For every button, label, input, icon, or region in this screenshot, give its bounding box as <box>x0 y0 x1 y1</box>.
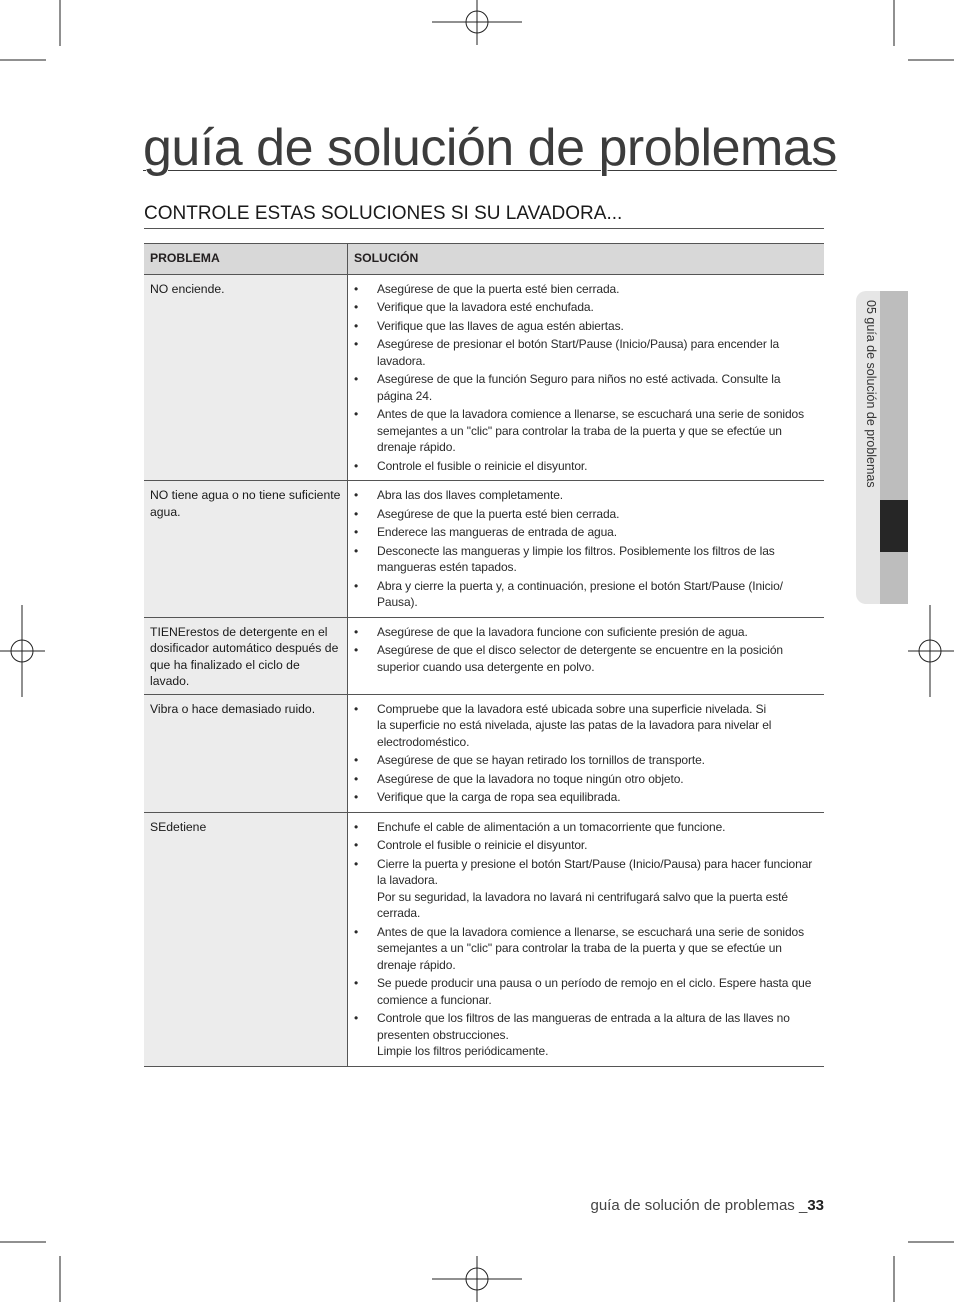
bullet-icon: • <box>354 488 359 502</box>
page-number: 33 <box>807 1197 824 1214</box>
solution-text: Asegúrese de que el disco selector de detergente se encuentre en la posición superior cuando usa detergente en polvo. <box>377 643 784 674</box>
solution-list <box>354 487 818 611</box>
list-item <box>354 924 818 974</box>
bullet-icon: • <box>354 819 359 834</box>
problem-cell: NO enciende. <box>144 274 348 481</box>
solution-text: Asegúrese de que la función Seguro para niños no esté activada. Consulte la página 24. <box>377 372 781 403</box>
header-problem: PROBLEMA <box>144 244 348 275</box>
bullet-icon: • <box>354 701 359 716</box>
list-item <box>354 487 818 504</box>
table-header-row <box>144 244 824 275</box>
table-row <box>144 274 824 481</box>
list-item <box>354 642 818 675</box>
list-item <box>354 819 818 836</box>
solution-text: Asegúrese de que la puerta esté bien cerrada. <box>377 506 620 521</box>
header-solution: SOLUCIÓN <box>348 244 825 275</box>
list-item <box>354 299 818 316</box>
solution-list <box>354 819 818 1060</box>
bullet-icon: • <box>354 753 359 767</box>
table-row <box>144 812 824 1066</box>
chapter-tab-bar <box>880 291 908 604</box>
solution-text: Verifique que las llaves de agua estén abiertas. <box>377 318 624 333</box>
solution-text: Controle el fusible o reinicie el disyuntor. <box>377 458 588 473</box>
troubleshooting-table <box>144 243 824 1067</box>
bullet-icon: • <box>354 924 359 939</box>
list-item <box>354 371 818 404</box>
solution-text: Asegúrese de presionar el botón Start/Pause (Inicio/Pausa) para encender la lavadora. <box>377 337 780 368</box>
page-title: guía de solución de problemas <box>143 119 837 177</box>
list-item <box>354 543 818 576</box>
bullet-icon: • <box>354 300 359 314</box>
bullet-icon: • <box>354 458 359 473</box>
problem-cell: NO tiene agua o no tiene suficiente agua. <box>144 481 348 618</box>
bullet-icon: • <box>354 318 359 333</box>
solution-cell <box>348 812 825 1066</box>
chapter-tab-marker <box>880 500 908 552</box>
bullet-icon: • <box>354 976 359 990</box>
solution-text: Se puede producir una pausa o un período de remojo en el ciclo. Espere hasta que comience a funcionar. <box>377 976 812 1007</box>
page-footer <box>520 1197 824 1214</box>
bullet-icon: • <box>354 281 359 296</box>
bullet-icon: • <box>354 506 359 521</box>
list-item <box>354 506 818 523</box>
list-item <box>354 1010 818 1060</box>
list-item <box>354 406 818 456</box>
solution-text: Controle el fusible o reinicie el disyuntor. <box>377 838 588 852</box>
solution-text: Controle que los filtros de las mangueras de entrada a la altura de las llaves no presenten obstrucciones. Limpie los filtros periódicamente. <box>377 1011 790 1058</box>
solution-text: Asegúrese de que la puerta esté bien cerrada. <box>377 281 620 296</box>
solution-text: Verifique que la lavadora esté enchufada. <box>377 300 594 314</box>
solution-cell <box>348 694 825 812</box>
bullet-icon: • <box>354 643 359 657</box>
footer-text: guía de solución de problemas _ <box>590 1197 808 1214</box>
list-item <box>354 752 818 769</box>
table-row <box>144 694 824 812</box>
bullet-icon: • <box>354 525 359 539</box>
list-item <box>354 578 818 611</box>
list-item <box>354 318 818 335</box>
list-item <box>354 837 818 854</box>
list-item <box>354 975 818 1008</box>
solution-text: Abra y cierre la puerta y, a continuación, presione el botón Start/Pause (Inicio/ Pausa). <box>377 578 783 609</box>
bullet-icon: • <box>354 790 359 804</box>
solution-text: Antes de que la lavadora comience a llenarse, se escuchará una serie de sonidos semejantes a un "clic" para controlar la traba de la puerta y que se efectúe un drenaje rápido. <box>377 407 805 454</box>
bullet-icon: • <box>354 856 359 871</box>
list-item <box>354 789 818 806</box>
solution-text: Asegúrese de que la lavadora no toque ningún otro objeto. <box>377 771 684 786</box>
table-row <box>144 617 824 694</box>
list-item <box>354 281 818 298</box>
solution-text: Cierre la puerta y presione el botón Start/Pause (Inicio/Pausa) para hacer funcionar la lavadora. Por su seguridad, la lavadora no lavará ni centrifugará salvo que la puerta esté cerrada. <box>377 856 813 920</box>
bullet-icon: • <box>354 578 359 593</box>
table-row <box>144 481 824 618</box>
problem-cell: TIENErestos de detergente en el dosificador automático después de que ha finalizado el ciclo de lavado. <box>144 617 348 694</box>
chapter-tab-label: 05 guía de solución de problemas <box>864 300 878 488</box>
section-heading: CONTROLE ESTAS SOLUCIONES SI SU LAVADORA... <box>144 203 824 229</box>
solution-text: Antes de que la lavadora comience a llenarse, se escuchará una serie de sonidos semejantes a un "clic" para controlar la traba de la puerta y que se efectúe un drenaje rápido. <box>377 924 805 972</box>
bullet-icon: • <box>354 372 359 386</box>
solution-text: Verifique que la carga de ropa sea equilibrada. <box>377 790 621 804</box>
bullet-icon: • <box>354 1011 359 1025</box>
list-item <box>354 524 818 541</box>
solution-text: Enderece las mangueras de entrada de agua. <box>377 525 617 539</box>
bullet-icon: • <box>354 771 359 786</box>
solution-text: Asegúrese de que la lavadora funcione con suficiente presión de agua. <box>377 624 748 639</box>
solution-text: Enchufe el cable de alimentación a un tomacorriente que funcione. <box>377 819 726 834</box>
problem-cell: Vibra o hace demasiado ruido. <box>144 694 348 812</box>
table-body <box>144 274 824 1066</box>
solution-cell <box>348 617 825 694</box>
solution-cell <box>348 274 825 481</box>
bullet-icon: • <box>354 337 359 351</box>
list-item <box>354 856 818 922</box>
bullet-icon: • <box>354 543 359 558</box>
list-item <box>354 458 818 475</box>
bullet-icon: • <box>354 838 359 852</box>
solution-text: Asegúrese de que se hayan retirado los tornillos de transporte. <box>377 753 705 767</box>
solution-text: Compruebe que la lavadora esté ubicada sobre una superficie nivelada. Si la superficie no está nivelada, ajuste las patas de la lavadora para nivelar el electrodoméstico. <box>377 701 772 749</box>
solution-list <box>354 701 818 806</box>
bullet-icon: • <box>354 407 359 421</box>
solution-text: Abra las dos llaves completamente. <box>377 488 564 502</box>
list-item <box>354 701 818 751</box>
problem-cell: SEdetiene <box>144 812 348 1066</box>
solution-list <box>354 624 818 676</box>
solution-list <box>354 281 818 475</box>
bullet-icon: • <box>354 624 359 639</box>
list-item <box>354 771 818 788</box>
list-item <box>354 336 818 369</box>
solution-cell <box>348 481 825 618</box>
solution-text: Desconecte las mangueras y limpie los filtros. Posiblemente los filtros de las mangueras estén tapados. <box>377 543 775 574</box>
list-item <box>354 624 818 641</box>
